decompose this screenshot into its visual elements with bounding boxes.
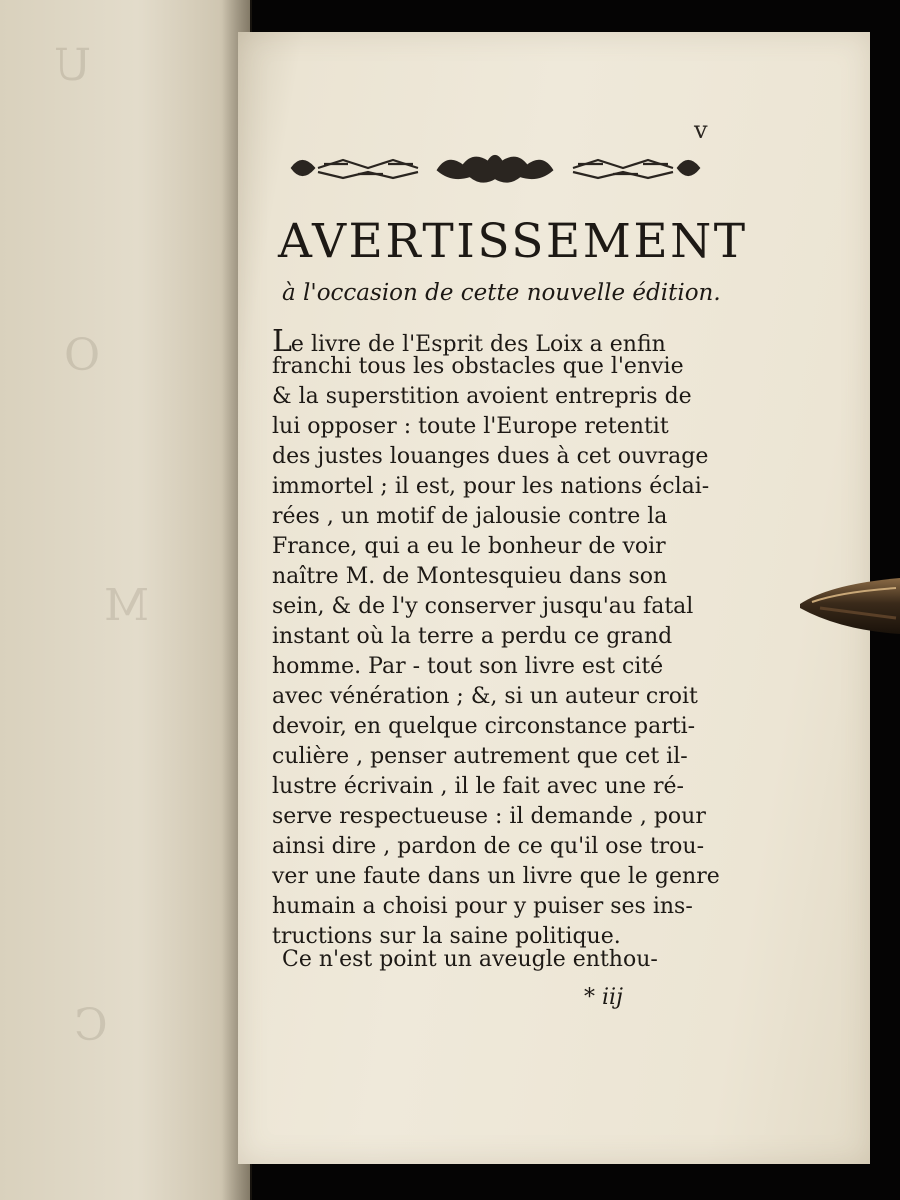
body-line: France, qui a eu le bonheur de voir [272,534,666,559]
body-line-1 [272,324,714,359]
bleed-through-marks: C [60,1000,108,1051]
body-line: avec vénération ; &, si un auteur croit [272,684,698,709]
body-line: culière , penser autrement que cet il- [272,744,688,769]
body-line: instant où la terre a perdu ce grand [272,624,673,649]
page-signature-mark: v [694,116,708,144]
body-line: franchi tous les obstacles que l'envie [272,354,684,379]
body-line: tructions sur la saine politique. [272,924,621,949]
drop-cap-rest: e [290,332,304,357]
bleed-through-marks: O [50,330,101,381]
bookmark-tab [800,578,900,634]
bleed-through-marks: U [40,40,92,91]
page-subtitle: à l'occasion de cette nouvelle édition. [282,280,721,306]
body-line: lui opposer : toute l'Europe retentit [272,414,669,439]
page-title: AVERTISSEMENT [278,214,748,269]
body-line: devoir, en quelque circonstance parti- [272,714,696,739]
body-line: sein, & de l'y conserver jusqu'au fatal [272,594,694,619]
body-text: livre de l'Esprit des Loix a enfin [303,332,666,357]
body-line: humain a choisi pour y puiser ses ins- [272,894,693,919]
drop-cap: L [272,324,291,359]
body-line: naître M. de Montesquieu dans son [272,564,668,589]
facing-left-page [0,0,250,1200]
body-line: homme. Par - tout son livre est cité [272,654,664,679]
body-line: ver une faute dans un livre que le genre [272,864,720,889]
body-line: rées , un motif de jalousie contre la [272,504,668,529]
book-page [238,32,870,1164]
body-line: des justes louanges dues à cet ouvrage [272,444,709,469]
body-line: serve respectueuse : il demande , pour [272,804,706,829]
catchline: Ce n'est point un aveugle enthou- [282,947,658,972]
body-line: ainsi dire , pardon de ce qu'il ose trou- [272,834,705,859]
footer-signature-mark: * iij [584,985,623,1010]
body-line: & la superstition avoient entrepris de [272,384,692,409]
body-line: immortel ; il est, pour les nations éclai- [272,474,710,499]
ornament-headband [288,148,703,188]
bleed-through-marks: M [90,580,150,631]
body-line: lustre écrivain , il le fait avec une ré- [272,774,684,799]
